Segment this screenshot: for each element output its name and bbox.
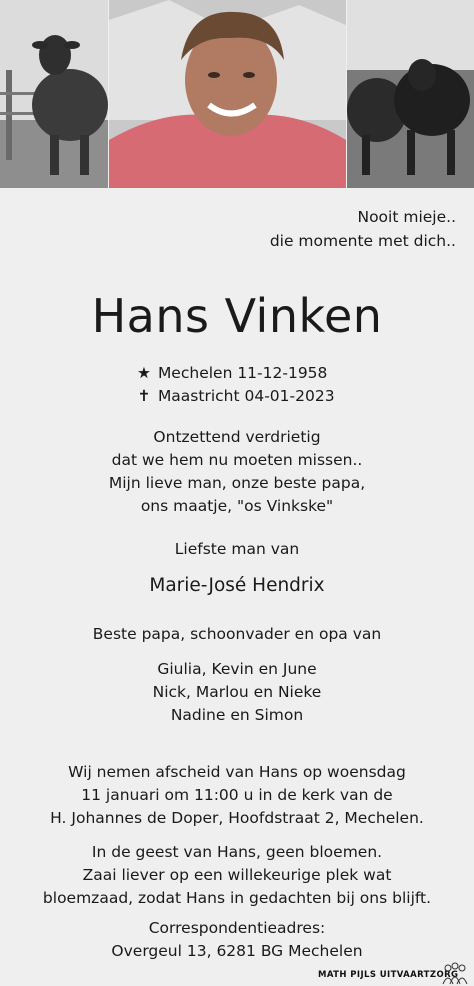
death-text: Maastricht 04-01-2023 [157, 387, 335, 405]
correspondence-label: Correspondentieadres: [148, 919, 326, 937]
portrait-photo [109, 0, 346, 188]
family-line-3: Nadine en Simon [170, 706, 304, 724]
farewell-line-2: 11 januari om 11:00 u in de kerk van de [81, 786, 393, 804]
correspondence-address: Overgeul 13, 6281 BG Mechelen [111, 942, 363, 960]
spouse-name: Marie-José Hendrix [149, 575, 325, 596]
farewell-line-3: H. Johannes de Doper, Hoofdstraat 2, Mechelen. [50, 809, 424, 827]
flowers-line-2: Zaai liever op een willekeurige plek wat [82, 866, 392, 884]
message-line-4: ons maatje, "os Vinkske" [140, 497, 334, 515]
flowers-line-1: In de geest van Hans, geen bloemen. [91, 843, 383, 861]
funeral-home-logo [316, 962, 474, 986]
cross-icon: ✝ [137, 387, 151, 405]
message-line-3: Mijn lieve man, onze beste papa, [108, 474, 366, 492]
message-line-1: Ontzettend verdrietig [153, 428, 321, 446]
family-intro: Beste papa, schoonvader en opa van [92, 625, 382, 643]
spouse-intro: Liefste man van [174, 540, 300, 558]
photo-strip [0, 0, 474, 188]
cow-photo [0, 0, 108, 188]
family-line-1: Giulia, Kevin en June [157, 660, 317, 678]
people-icon [440, 962, 470, 986]
birth-line [135, 361, 327, 385]
funeral-home-name: MATH PIJLS UITVAARTZORG [318, 970, 459, 980]
star-icon: ★ [137, 364, 151, 382]
flowers-line-3: bloemzaad, zodat Hans in gedachten bij ons blijft. [42, 889, 432, 907]
deceased-name: Hans Vinken [91, 289, 383, 343]
death-line [135, 384, 335, 408]
family-line-2: Nick, Marlou en Nieke [152, 683, 322, 701]
motto-line-1: Nooit mieje.. [357, 208, 456, 226]
farewell-line-1: Wij nemen afscheid van Hans op woensdag [68, 763, 406, 781]
birth-text: Mechelen 11-12-1958 [157, 364, 328, 382]
cattle-photo [347, 0, 474, 188]
motto-line-2: die momente met dich.. [269, 232, 456, 250]
message-line-2: dat we hem nu moeten missen.. [111, 451, 363, 469]
